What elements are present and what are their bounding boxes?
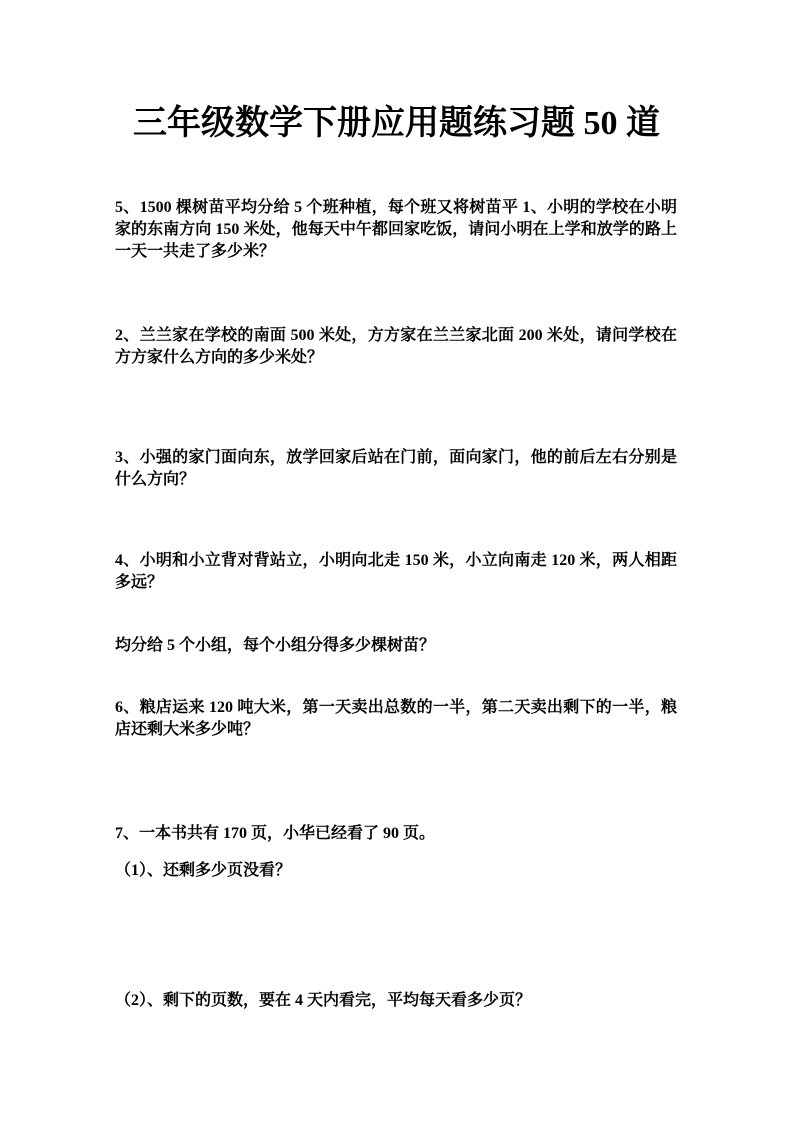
problem-7-sub-2: （2）、剩下的页数，要在 4 天内看完，平均每天看多少页？ [115,992,532,1009]
problem-4: 4、小明和小立背对背站立，小明向北走 150 米，小立向南走 120 米，两人相距多远？ [115,552,677,591]
problem-6: 6、粮店运来 120 吨大米，第一天卖出总数的一半，第二天卖出剩下的一半，粮店还剩大米多少吨？ [115,699,677,738]
problem-5-continuation: 均分给 5 个小组，每个小组分得多少棵树苗？ [115,637,436,654]
problem-7: 7、一本书共有 170 页，小华已经看了 90 页。 [115,825,436,842]
problem-5-and-1-merged: 5、1500 棵树苗平均分给 5 个班种植，每个班又将树苗平 1、小明的学校在小明家的东南方向 150 米处，他每天中午都回家吃饭，请问小明在上学和放学的路上一天一共走了多少米？ [115,199,677,260]
problem-2: 2、兰兰家在学校的南面 500 米处，方方家在兰兰家北面 200 米处，请问学校在方方家什么方向的多少米处？ [115,327,677,366]
problem-7-sub-1: （1）、还剩多少页没看？ [115,862,292,879]
page-title: 三年级数学下册应用题练习题 50 道 [133,105,660,142]
problem-3: 3、小强的家门面向东，放学回家后站在门前，面向家门，他的前后左右分别是什么方向？ [115,449,677,488]
